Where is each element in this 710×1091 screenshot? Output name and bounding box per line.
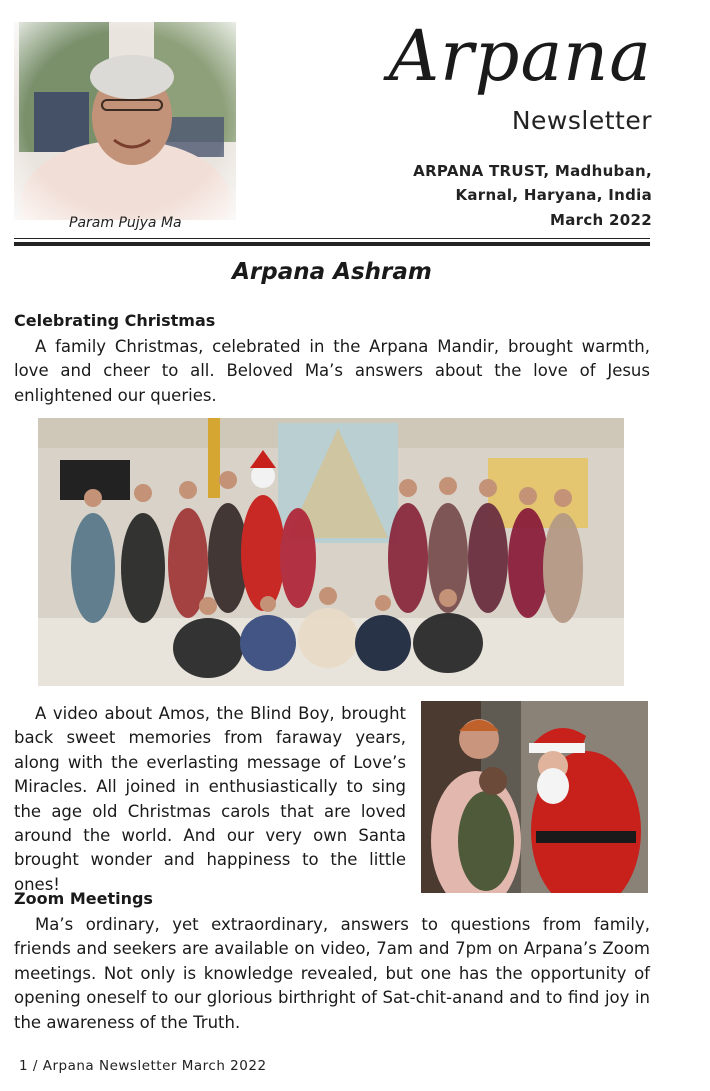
portrait-photo [14, 22, 236, 220]
page-footer: 1 / Arpana Newsletter March 2022 [19, 1058, 267, 1074]
portrait-caption: Param Pujya Ma [69, 215, 182, 231]
christmas-heading: Celebrating Christmas [14, 311, 216, 330]
newsletter-subtitle: Newsletter [511, 106, 652, 135]
santa-photo [421, 701, 648, 893]
christmas-group-photo [38, 418, 624, 686]
header-divider-thick [14, 242, 650, 246]
zoom-paragraph: Ma’s ordinary, yet extraordinary, answers to questions from family, friends and seekers are available on video, 7am and 7pm on Arpana’s Zoom meetings. Not only is knowledge revealed, but one has the opportunity of opening oneself to our glorious birthright of Sat-chit-anand and to find joy in the awareness of the Truth. [14, 915, 650, 1032]
section-title: Arpana Ashram [232, 259, 432, 285]
christmas-paragraph-2: A video about Amos, the Blind Boy, brought back sweet memories from faraway years, along with the everlasting message of Love’s Miracles. All joined in enthusiastically to sing the age old Christmas carols that are loved around the world. And our very own Santa brought wonder and happiness to the little ones! [14, 704, 406, 894]
address-line-1: ARPANA TRUST, Madhuban, [413, 162, 652, 180]
newsletter-masthead: Arpana [388, 15, 652, 97]
issue-date: March 2022 [550, 211, 652, 229]
address-line-2: Karnal, Haryana, India [455, 186, 652, 204]
christmas-paragraph-1: A family Christmas, celebrated in the Arpana Mandir, brought warmth, love and cheer to all. Beloved Ma’s answers about the love of Jesus enlightened our queries. [14, 337, 650, 405]
header-divider-thin [14, 238, 650, 239]
zoom-heading: Zoom Meetings [14, 889, 153, 908]
